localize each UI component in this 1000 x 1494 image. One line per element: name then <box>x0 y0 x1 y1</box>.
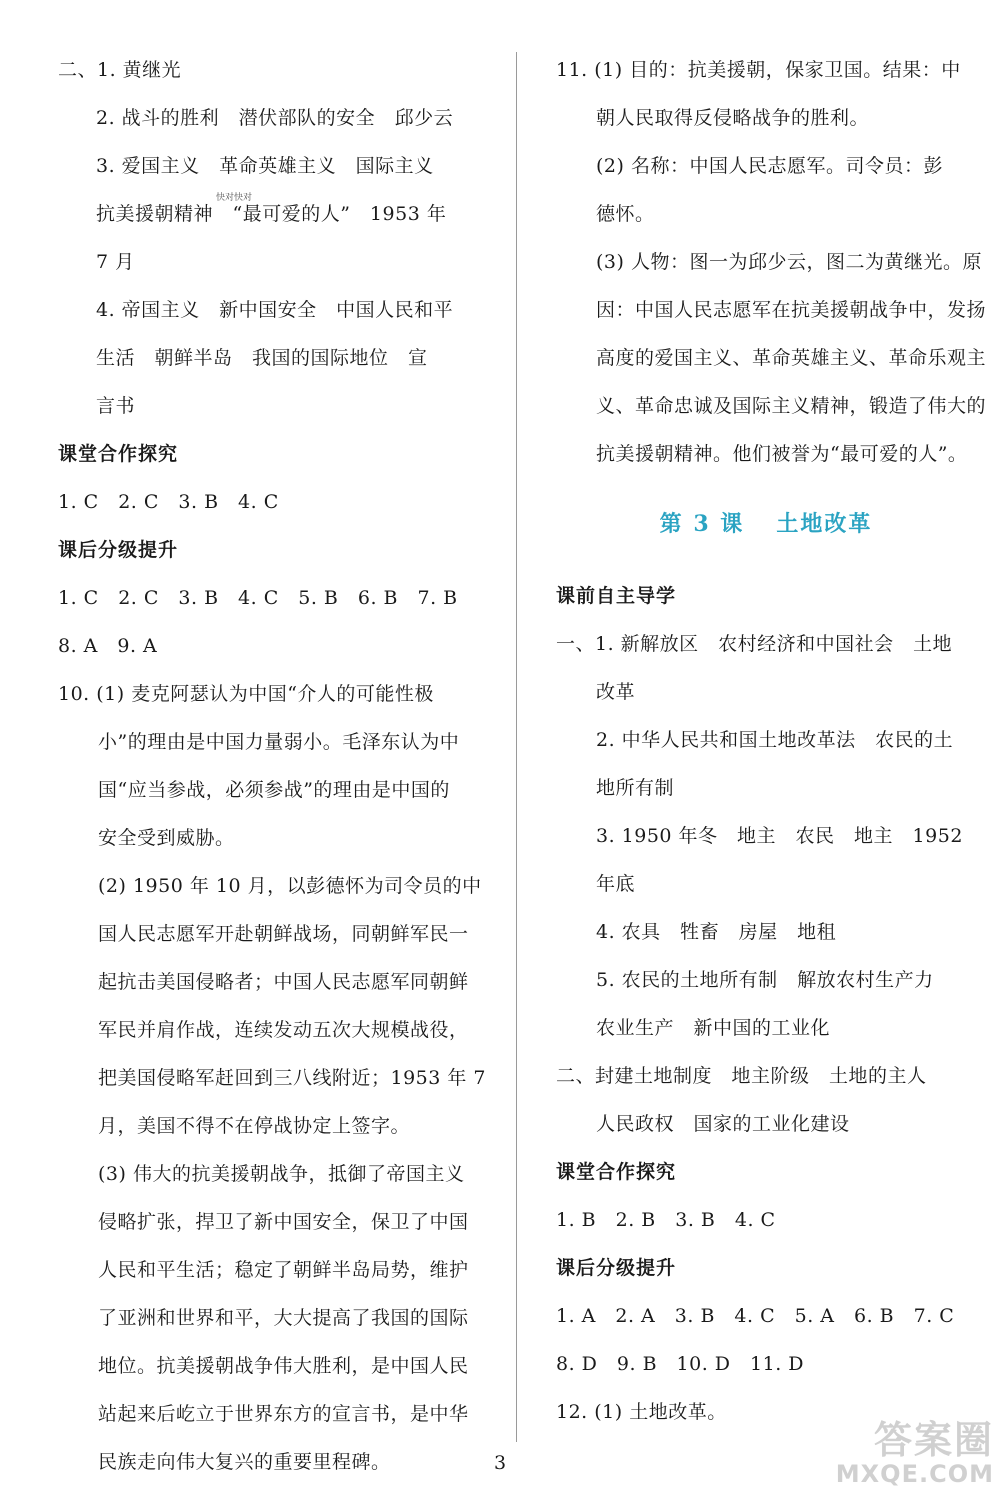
answer-line: 二、封建土地制度 地主阶级 土地的主人 <box>556 1065 927 1087</box>
answer-line: 德怀。 <box>596 203 655 225</box>
answer-line: 义、革命忠诚及国际主义精神，锻造了伟大的 <box>596 395 987 417</box>
answer-line: 1. A 2. A 3. B 4. C 5. A 6. B 7. C <box>556 1305 955 1327</box>
section-heading: 课后分级提升 <box>58 539 179 561</box>
answer-line: 生活 朝鲜半岛 我国的国际地位 宣 <box>96 347 428 369</box>
answer-line: 国“应当参战，必须参战”的理由是中国的 <box>98 779 450 801</box>
answer-line: 抗美援朝精神 “最可爱的人” 1953 年 <box>96 203 447 225</box>
answer-line: 地位。抗美援朝战争伟大胜利，是中国人民 <box>98 1355 469 1377</box>
answer-line: 2. 中华人民共和国土地改革法 农民的土 <box>596 729 954 751</box>
answer-line: 5. 农民的土地所有制 解放农村生产力 <box>596 969 934 991</box>
watermark-logo: 答案圈 <box>873 1417 994 1462</box>
answer-line: 3. 1950 年冬 地主 农民 地主 1952 <box>596 825 963 847</box>
answer-line: 改革 <box>596 681 636 703</box>
answer-line: 一、1. 新解放区 农村经济和中国社会 土地 <box>556 633 953 655</box>
watermark-url: MXQE.COM <box>835 1460 994 1488</box>
answer-line: 人民政权 国家的工业化建设 <box>596 1113 850 1135</box>
answer-line: 11. (1) 目的：抗美援朝，保家卫国。结果：中 <box>556 59 961 81</box>
answer-line: 12. (1) 土地改革。 <box>556 1401 727 1423</box>
lesson-name: 土地改革 <box>776 511 873 537</box>
answer-line: 8. D 9. B 10. D 11. D <box>556 1353 805 1375</box>
answer-line: 国人民志愿军开赴朝鲜战场，同朝鲜军民一 <box>98 923 469 945</box>
answer-line: 安全受到威胁。 <box>98 827 235 849</box>
answer-line: 月，美国不得不在停战协定上签字。 <box>98 1115 411 1137</box>
answer-line: 把美国侵略军赶回到三八线附近；1953 年 7 <box>98 1067 487 1089</box>
answer-line: 1. B 2. B 3. B 4. C <box>556 1209 776 1231</box>
answer-line: (2) 1950 年 10 月，以彭德怀为司令员的中 <box>98 875 482 897</box>
lesson-title <box>556 494 976 554</box>
answer-line: 二、1. 黄继光 <box>58 59 182 81</box>
column-divider <box>516 52 517 1442</box>
answer-line: (3) 伟大的抗美援朝战争，抵御了帝国主义 <box>98 1163 465 1185</box>
answer-line: 年底 <box>596 873 636 895</box>
answer-line: 7 月 <box>96 251 135 273</box>
section-heading: 课堂合作探究 <box>556 1161 677 1183</box>
answer-line: 3. 爱国主义 革命英雄主义 国际主义 <box>96 155 434 177</box>
answer-line: (3) 人物：图一为邱少云，图二为黄继光。原 <box>596 251 982 273</box>
answer-line: 因：中国人民志愿军在抗美援朝战争中，发扬 <box>596 299 987 321</box>
stamp-mark: 快对快对 <box>216 193 253 203</box>
answer-line: 1. C 2. C 3. B 4. C <box>58 491 279 513</box>
answer-line: 朝人民取得反侵略战争的胜利。 <box>596 107 870 129</box>
answer-line: 10. (1) 麦克阿瑟认为中国“介人的可能性极 <box>58 683 434 705</box>
answer-line: 地所有制 <box>596 777 675 799</box>
section-heading: 课前自主导学 <box>556 585 677 607</box>
answer-line: 起抗击美国侵略者；中国人民志愿军同朝鲜 <box>98 971 469 993</box>
answer-line: 言书 <box>96 395 136 417</box>
left-column <box>58 46 487 1486</box>
answer-line: 抗美援朝精神。他们被誉为“最可爱的人”。 <box>596 443 968 465</box>
answer-line: 了亚洲和世界和平，大大提高了我国的国际 <box>98 1307 469 1329</box>
answer-line: 4. 农具 牲畜 房屋 地租 <box>596 921 837 943</box>
answer-line: 8. A 9. A <box>58 635 158 657</box>
answer-line: 军民并肩作战，连续发动五次大规模战役， <box>98 1019 469 1041</box>
lesson-number: 第 3 课 <box>659 511 745 537</box>
answer-line: 2. 战斗的胜利 潜伏部队的安全 邱少云 <box>96 107 454 129</box>
section-heading: 课堂合作探究 <box>58 443 179 465</box>
right-column <box>556 46 987 1436</box>
answer-line: 高度的爱国主义、革命英雄主义、革命乐观主 <box>596 347 987 369</box>
section-heading: 课后分级提升 <box>556 1257 677 1279</box>
watermark <box>835 1417 994 1488</box>
answer-line: 站起来后屹立于世界东方的宣言书，是中华 <box>98 1403 469 1425</box>
page-number: 3 <box>493 1452 507 1474</box>
answer-line: (2) 名称：中国人民志愿军。司令员：彭 <box>596 155 943 177</box>
answer-line: 4. 帝国主义 新中国安全 中国人民和平 <box>96 299 454 321</box>
answer-line: 1. C 2. C 3. B 4. C 5. B 6. B 7. B <box>58 587 458 609</box>
answer-line: 民族走向伟大复兴的重要里程碑。 <box>98 1451 391 1473</box>
answer-line: 农业生产 新中国的工业化 <box>596 1017 831 1039</box>
answer-line: 人民和平生活；稳定了朝鲜半岛局势，维护 <box>98 1259 469 1281</box>
answer-line: 小”的理由是中国力量弱小。毛泽东认为中 <box>98 731 460 753</box>
answer-line: 侵略扩张，捍卫了新中国安全，保卫了中国 <box>98 1211 469 1233</box>
